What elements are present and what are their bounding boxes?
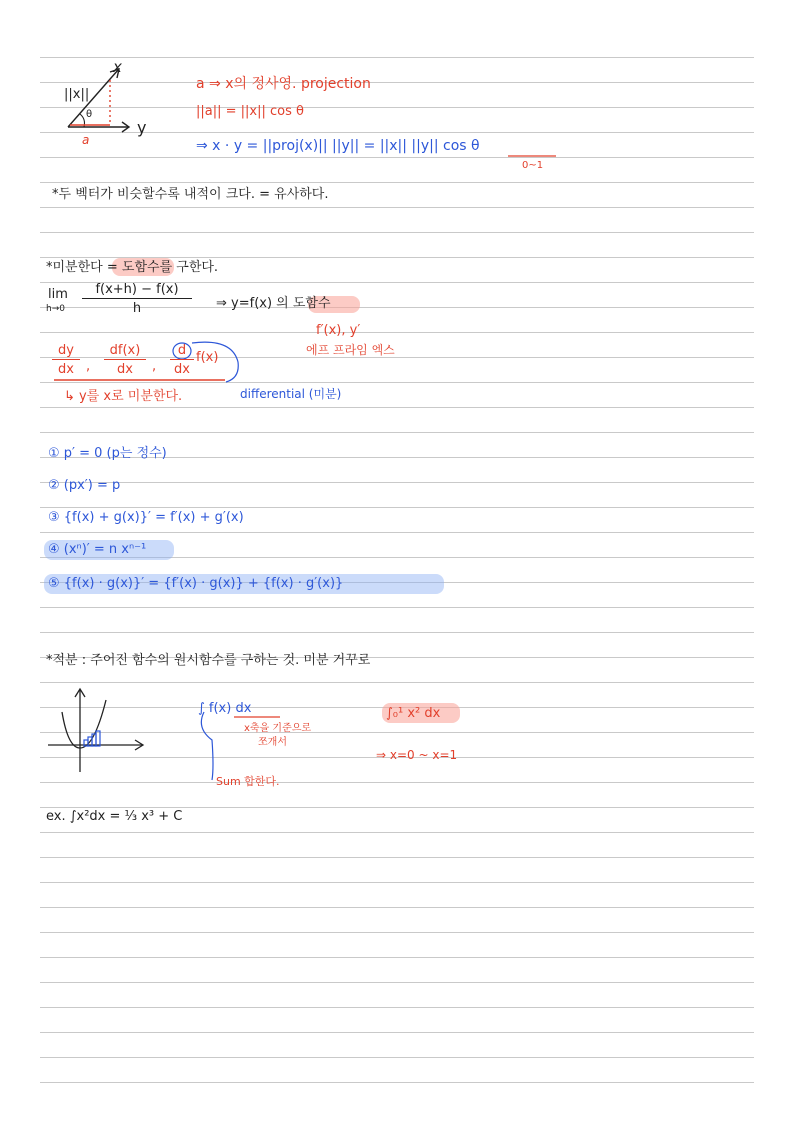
quotient-denominator: h xyxy=(132,301,142,316)
difference-quotient xyxy=(82,283,192,315)
prime-notation: f′(x), y′ xyxy=(316,323,361,338)
definite-integral: ∫₀¹ x² dx xyxy=(386,706,441,721)
notation-d-dx: d dx xyxy=(170,344,194,376)
diagram-theta-label: θ xyxy=(86,109,93,120)
notation-fx: f(x) xyxy=(196,350,219,365)
derivative-result: ⇒ y=f(x) 의 도함수 xyxy=(216,296,331,311)
cos-range-note: 0~1 xyxy=(522,160,544,171)
differentiate-y-by-x: ↳ y를 x로 미분한다. xyxy=(64,389,183,404)
sum-note: Sum 합한다. xyxy=(216,775,280,788)
diagram-norm-label: ||x|| xyxy=(64,87,90,102)
projection-definition: a ⇒ x의 정사영. projection xyxy=(196,76,371,92)
lim-subscript: h→0 xyxy=(46,304,65,314)
notation-df-dx: df(x) dx xyxy=(104,344,146,376)
notation-dy-dx: dy dx xyxy=(52,344,80,376)
dot-product-formula: ⇒ x · y = ||proj(x)|| ||y|| = ||x|| ||y|| cos θ xyxy=(196,138,480,154)
integral-heading: *적분 : 주어진 함수의 원시함수를 구하는 것. 미분 거꾸로 xyxy=(46,653,371,668)
integral-expression: ∫ f(x) dx xyxy=(198,701,252,716)
diagram-x-label: x xyxy=(113,58,122,76)
definite-range: ⇒ x=0 ~ x=1 xyxy=(376,748,458,762)
lim-label: lim xyxy=(48,287,68,302)
derivative-heading: *미분한다 = 도함수를 구한다. xyxy=(46,260,219,275)
derivative-rule-item: ④ (xⁿ)′ = n xⁿ⁻¹ xyxy=(48,542,147,557)
integral-example: ex. ∫x²dx = ⅓ x³ + C xyxy=(46,809,183,824)
projection-norm-formula: ||a|| = ||x|| cos θ xyxy=(196,104,304,119)
similarity-note: *두 벡터가 비슷할수록 내적이 크다. = 유사하다. xyxy=(52,187,329,202)
x-axis-note-line1: x축을 기준으로 xyxy=(244,723,312,734)
notation-comma: , xyxy=(152,359,157,374)
derivative-rule-item: ③ {f(x) + g(x)}′ = f′(x) + g′(x) xyxy=(48,510,244,525)
derivative-rule-item: ① p′ = 0 (p는 정수) xyxy=(48,446,167,461)
derivative-rule-item: ⑤ {f(x) · g(x)}′ = {f′(x) · g(x)} + {f(x) · g′(x)} xyxy=(48,576,344,591)
quotient-numerator: f(x+h) − f(x) xyxy=(95,282,179,297)
diagram-a-label: a xyxy=(82,133,90,147)
notation-comma: , xyxy=(86,359,91,374)
x-axis-note-line2: 쪼개서 xyxy=(258,737,287,748)
diagram-y-label: y xyxy=(137,118,147,137)
differential-label: differential (미분) xyxy=(240,387,342,401)
prime-reading: 에프 프라임 엑스 xyxy=(306,343,395,357)
derivative-rule-item: ② (px′) = p xyxy=(48,478,121,493)
